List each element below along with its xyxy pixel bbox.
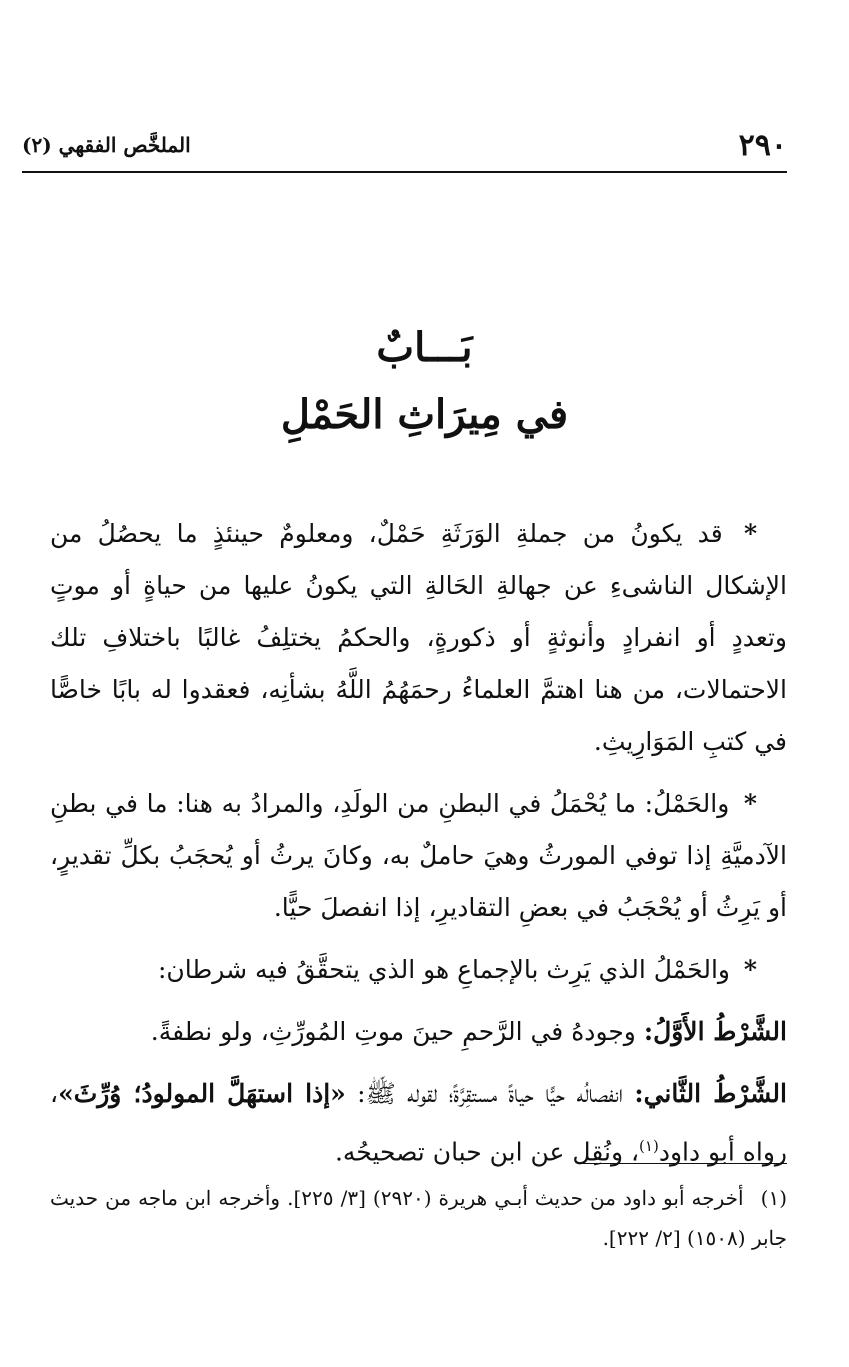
chapter-label: بَـــابٌ — [376, 324, 473, 371]
header-rule — [22, 171, 787, 173]
condition-second — [50, 1068, 787, 1178]
paragraph-text: قد يكونُ من جملةِ الوَرَثَةِ حَمْلٌ، ومعلومٌ حينئذٍ ما يحصُلُ من الإشكال الناشىءِ عن جهالةِ الحَالةِ التي يكونُ عليها من حياةٍ أو موتٍ وتعددٍ أو انفرادٍ وأنوثةٍ أو ذكورةٍ، والحكمُ يختلِفُ غالبًا باختلافِ تلك الاحتمالات، من هنا اهتمَّ العلماءُ رحمَهُمُ اللَّهُ بشأنِه، فعقدوا له بابًا خاصًّا في كتبِ المَوَارِيثِ. — [50, 519, 787, 756]
star-bullet: * — [743, 519, 758, 548]
condition-first — [50, 1006, 787, 1058]
footnote-number: (١) — [760, 1186, 788, 1210]
body-text — [50, 508, 787, 1188]
condition-label: الشَّرْطُ الأَوَّلُ: — [643, 1017, 787, 1046]
footnote-rule — [582, 1163, 787, 1164]
chapter-heading — [0, 318, 849, 448]
condition-text-end: ، ونُقِل عن ابن حبان تصحيحُه. — [334, 1137, 640, 1167]
running-header — [22, 122, 787, 168]
footnote-reference[interactable]: (١) — [639, 1137, 659, 1155]
condition-text: وجودهُ في الرَّحمِ حينَ موتِ المُورِّثِ، ولو نطفةً. — [150, 1017, 636, 1046]
paragraph-definition — [50, 778, 787, 934]
footnote-text: أخرجه أبو داود من حديث أبـي هريرة (٢٩٢٠) [٣/ ٢٢٥]. وأخرجه ابن ماجه من حديث جابر (١٥٠٨) [٢/ ٢٢٢]. — [50, 1186, 787, 1250]
condition-label: الشَّرْطُ الثَّاني: — [634, 1079, 787, 1108]
page-number: ٢٩٠ — [738, 127, 787, 163]
condition-text: انفصالُه حيًّا حياةً مستقِرَّةً؛ لقوله ﷺ: — [357, 1079, 623, 1108]
star-bullet: * — [743, 789, 757, 818]
hadith-quote: «إذا استهَلَّ المولودُ؛ وُرِّثَ» — [58, 1079, 346, 1108]
footnotes — [50, 1178, 787, 1258]
paragraph-text: والحَمْلُ الذي يَرِث بالإجماعِ هو الذي يتحقَّقُ فيه شرطان: — [157, 955, 730, 984]
paragraph-intro — [50, 508, 787, 768]
star-bullet: * — [743, 955, 757, 984]
condition-text-after: ، رواه أبو داود — [50, 1079, 787, 1167]
book-title: الملخَّص الفقهي (٢) — [22, 133, 191, 157]
paragraph-text: والحَمْلُ: ما يُحْمَلُ في البطنِ من الولَدِ، والمرادُ به هنا: ما في بطنِ الآدميَّةِ إذا توفي المورثُ وهيَ حاملٌ به، وكانَ يرثُ أو يُحجَبُ بكلِّ تقديرٍ، أو يَرِثُ أو يُحْجَبُ في بعضِ التقاديرِ، إذا انفصلَ حيًّا. — [50, 789, 787, 922]
chapter-title: في مِيرَاثِ الحَمْلِ — [280, 391, 569, 438]
paragraph-conditions-intro — [50, 944, 787, 996]
